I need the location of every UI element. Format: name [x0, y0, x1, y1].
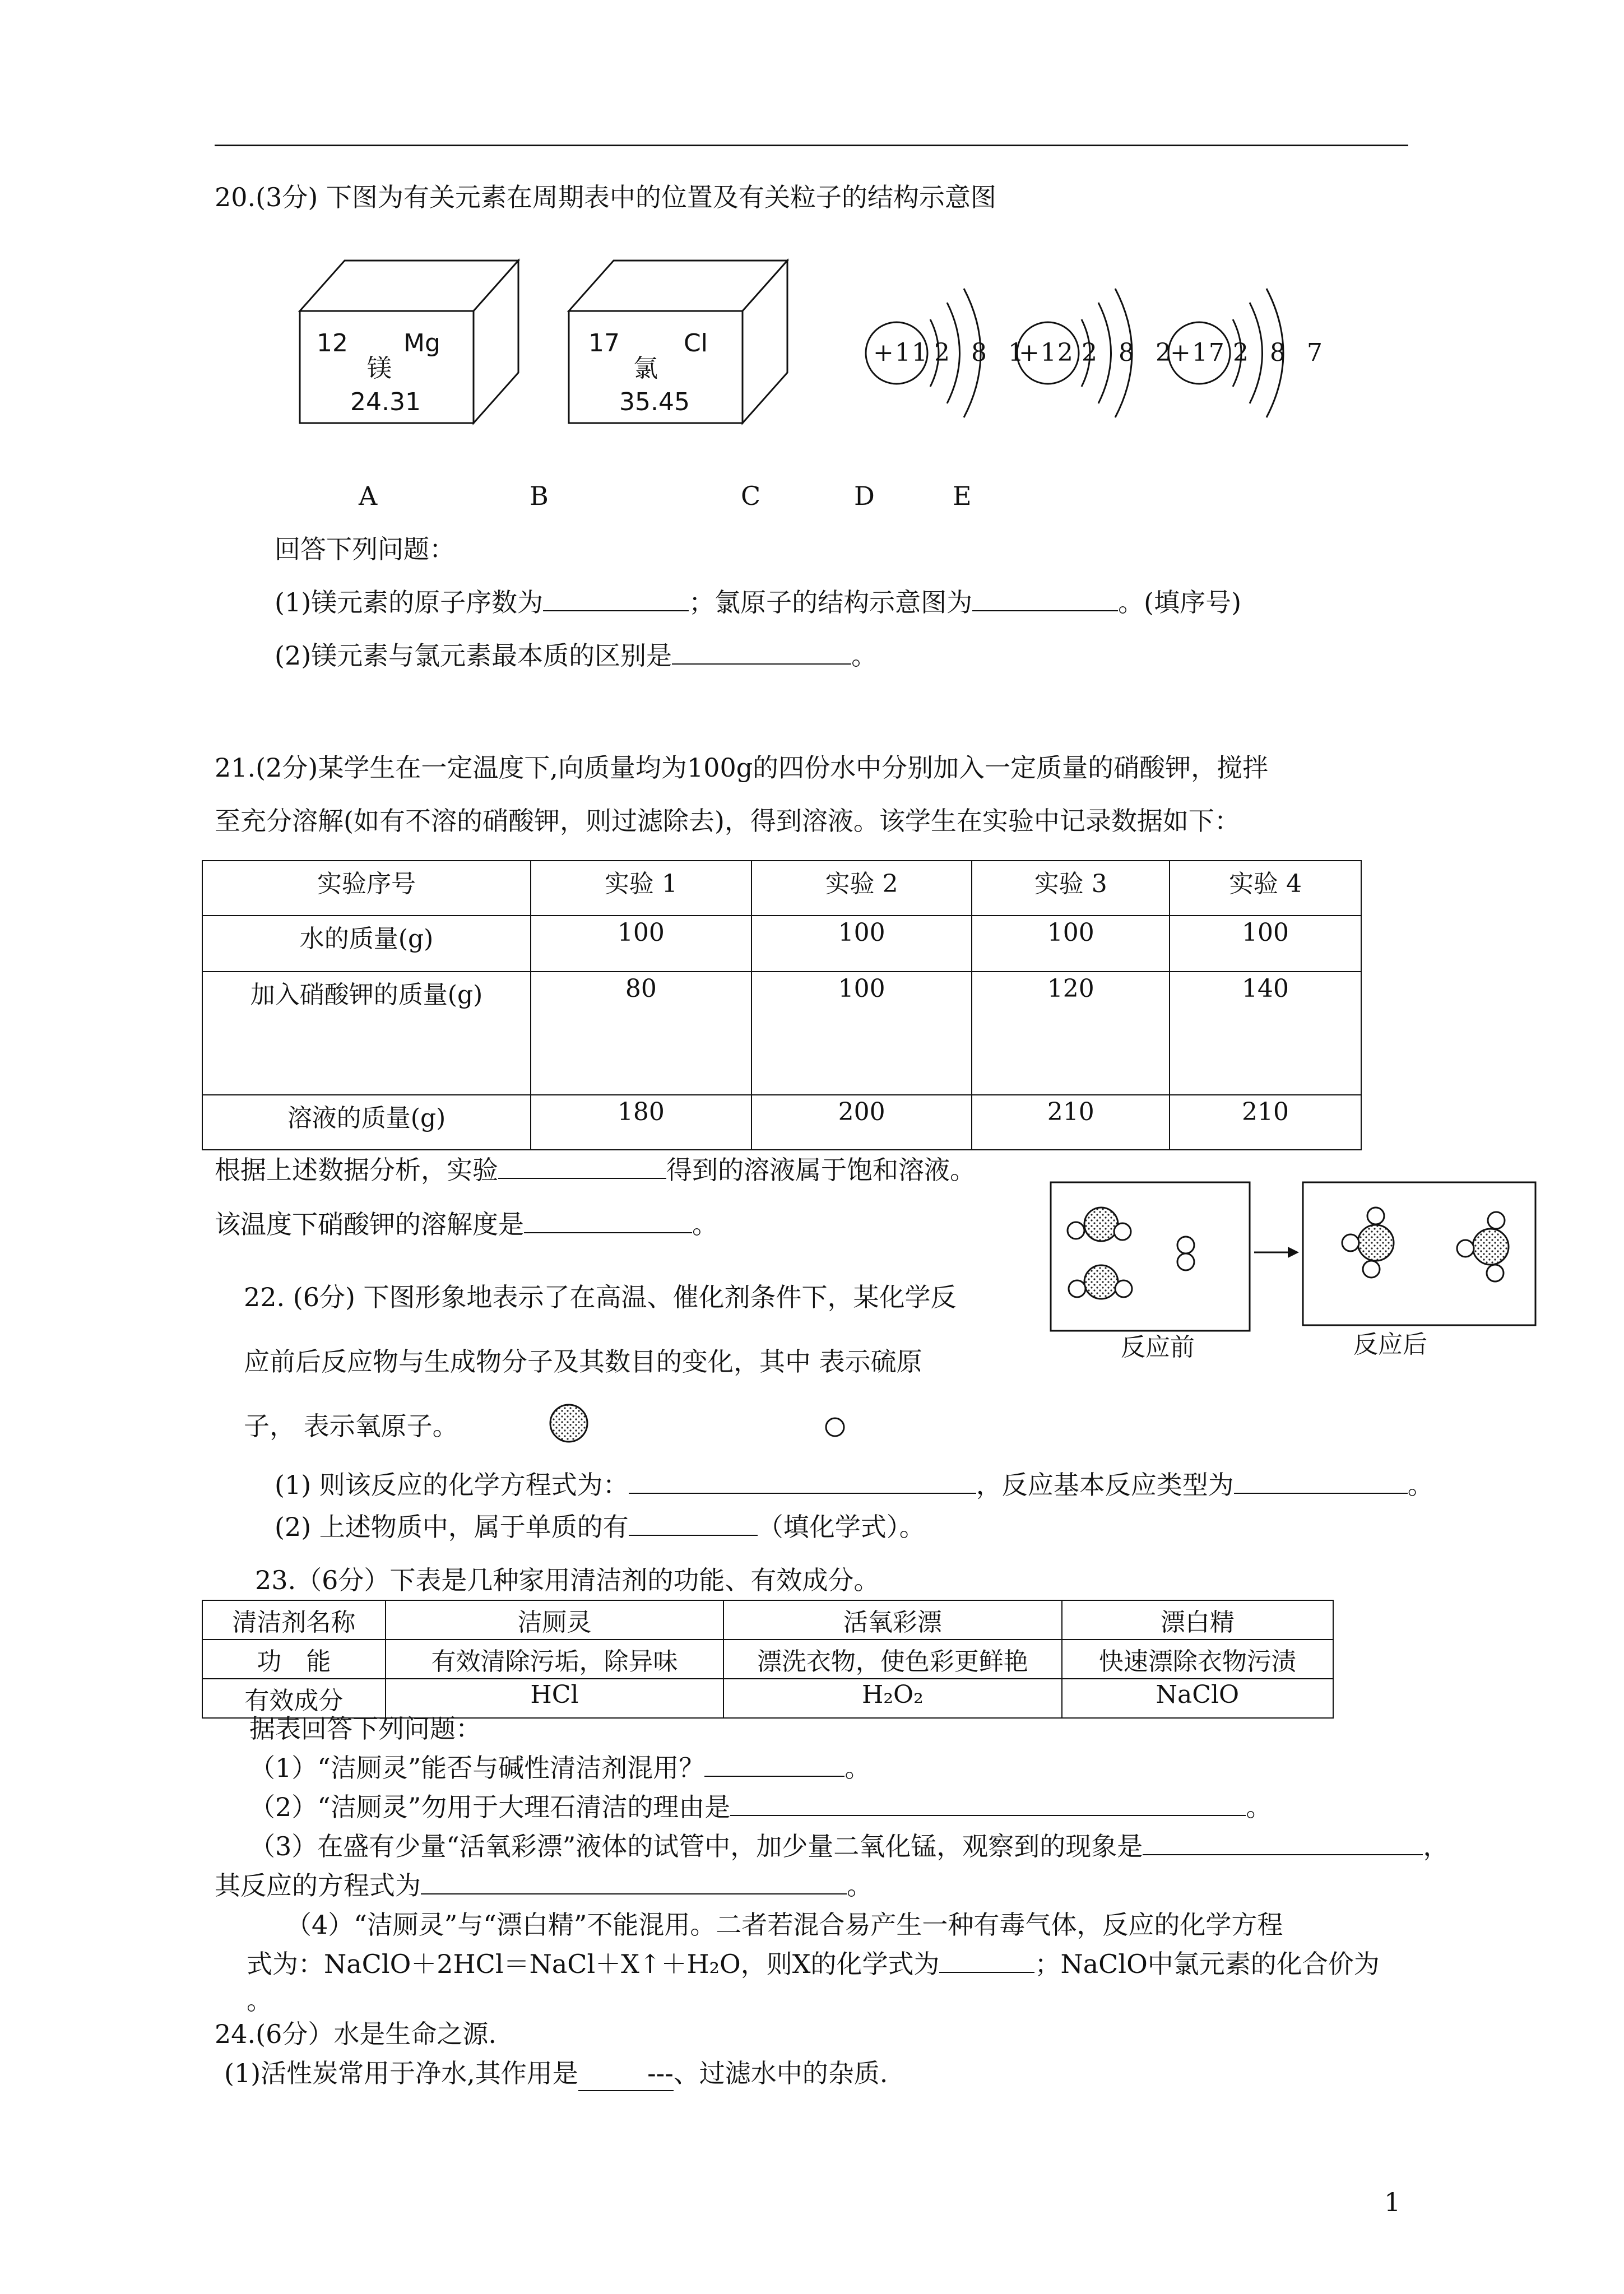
answer-blank-atomic-number[interactable] [543, 586, 689, 611]
q22-sub1-text-b: ，反应基本反应类型为 [976, 1470, 1234, 1500]
box-a-mass: 24.31 [350, 388, 421, 416]
table-cell: 功 能 [202, 1640, 386, 1679]
reaction-diagram [1048, 1177, 1541, 1345]
q20-sub2-text-b: 。 [851, 640, 878, 671]
box-b-mass: 35.45 [619, 388, 690, 416]
q23-s3-text-c: 其反应的方程式为 [215, 1870, 421, 1901]
table-cell: H₂O₂ [723, 1679, 1061, 1718]
table-cell: 210 [1170, 1095, 1361, 1150]
q23-s1-text-b: 。 [845, 1753, 871, 1783]
table-header: 洁厕灵 [386, 1600, 723, 1640]
table-cell: 漂洗衣物，使色彩更鲜艳 [723, 1640, 1061, 1679]
answer-blank-experiment[interactable] [498, 1153, 666, 1179]
q23-s2-text-b: 。 [1246, 1792, 1272, 1822]
q20-sub1-text-a: (1)镁元素的原子序数为 [275, 587, 544, 617]
q23-s2 [249, 1790, 1272, 1824]
q20-title: 20.(3分) 下图为有关元素在周期表中的位置及有关粒子的结构示意图 [215, 182, 996, 212]
table-cell: 100 [972, 916, 1170, 972]
table-cell: 有效成分 [202, 1679, 386, 1718]
oxygen-atom-icon [823, 1415, 847, 1439]
table-row [202, 1095, 1361, 1150]
table-cell: 快速漂除衣物污渍 [1062, 1640, 1333, 1679]
q21-line2: 至充分溶解(如有不溶的硝酸钾，则过滤除去)，得到溶液。该学生在实验中记录数据如下： [215, 806, 1240, 836]
answer-blank-x-formula[interactable] [939, 1947, 1034, 1973]
page-number: 1 [1384, 2187, 1401, 2217]
q23-s4-end: 。 [247, 1985, 272, 2016]
answer-blank-carbon[interactable]: --- [578, 2056, 674, 2091]
q23-s3-text-b: ， [1423, 1831, 1449, 1861]
q20-prompt: 回答下列问题： [275, 534, 455, 564]
table-cell: 140 [1170, 972, 1361, 1095]
q21-after1-text-a: 根据上述数据分析，实验 [215, 1155, 498, 1185]
table-row [202, 916, 1361, 972]
answer-blank-difference[interactable] [672, 639, 851, 665]
table-header: 实验 3 [972, 861, 1170, 916]
box-b-symbol: Cl [684, 329, 708, 357]
q22-line3: 子， 表示氧原子。 [244, 1411, 458, 1441]
table-cell: HCl [386, 1679, 723, 1718]
before-label: 反应前 [1121, 1333, 1195, 1362]
q23-s4-text-b: 式为：NaClO＋2HCl＝NaCl＋X↑＋H₂O，则X的化学式为 [247, 1949, 940, 1979]
table-header: 实验 2 [751, 861, 972, 916]
q20-sub2-text-a: (2)镁元素与氯元素最本质的区别是 [275, 640, 672, 671]
cleaner-table [202, 1600, 1334, 1719]
answer-blank-marble[interactable] [730, 1790, 1246, 1816]
q23-s2-text-a: （2）“洁厕灵”勿用于大理石清洁的理由是 [249, 1792, 731, 1822]
q22-sub2 [275, 1510, 925, 1544]
q24-title: 24.(6分）水是生命之源. [215, 2019, 497, 2049]
table-cell: 100 [1170, 916, 1361, 972]
q24-s1-text-b: 、过滤水中的杂质. [673, 2058, 888, 2088]
q22-line1: 22. (6分) 下图形象地表示了在高温、催化剂条件下，某化学反 [244, 1282, 957, 1312]
atom-e-shells: 2 8 7 [1233, 338, 1329, 367]
box-a-name: 镁 [367, 354, 392, 383]
table-cell: 加入硝酸钾的质量(g) [202, 972, 531, 1095]
label-e: E [953, 481, 972, 511]
q23-s4-line1: （4）“洁厕灵”与“漂白精”不能混用。二者若混合易产生一种有毒气体，反应的化学方程 [286, 1910, 1283, 1940]
table-header: 实验 4 [1170, 861, 1361, 916]
table-cell: 100 [531, 916, 751, 972]
q21-after2-text-b: 。 [692, 1209, 718, 1239]
atom-d-shells: 2 8 2 [1082, 338, 1178, 367]
q21-line1: 21.(2分)某学生在一定温度下,向质量均为100g的四份水中分别加入一定质量的硝酸钾，搅拌 [215, 753, 1269, 783]
q24-s1 [224, 2056, 888, 2091]
answer-blank-reaction-type[interactable] [1234, 1468, 1408, 1494]
table-cell: 120 [972, 972, 1170, 1095]
q22-line2: 应前后反应物与生成物分子及其数目的变化，其中 表示硫原 [244, 1346, 922, 1377]
box-b-number: 17 [588, 329, 620, 357]
q21-after2 [215, 1208, 718, 1241]
q23-s3-text-d: 。 [847, 1870, 873, 1901]
q23-s1-text-a: （1）“洁厕灵”能否与碱性清洁剂混用？ [249, 1753, 705, 1783]
table-cell: 水的质量(g) [202, 916, 531, 972]
box-b-name: 氯 [633, 354, 658, 383]
label-d: D [854, 481, 875, 511]
answer-blank-equation[interactable] [629, 1468, 976, 1494]
q22-sub1-text-a: (1) 则该反应的化学方程式为： [275, 1470, 629, 1500]
table-header: 活氧彩漂 [723, 1600, 1061, 1640]
answer-blank-mix[interactable] [704, 1751, 845, 1777]
q23-title: 23.（6分）下表是几种家用清洁剂的功能、有效成分。 [255, 1565, 880, 1595]
q22-sub1 [275, 1468, 1433, 1502]
table-cell: 100 [751, 972, 972, 1095]
q22-sub2-text-b: （填化学式）。 [757, 1512, 925, 1542]
q23-s4-line2 [247, 1947, 1380, 1981]
table-header: 实验 1 [531, 861, 751, 916]
answer-blank-h2o2-equation[interactable] [421, 1869, 847, 1894]
box-a-number: 12 [317, 329, 348, 357]
table-cell: 溶液的质量(g) [202, 1095, 531, 1150]
box-a-symbol: Mg [403, 329, 440, 357]
q20-sub2 [275, 639, 877, 672]
q21-after1 [215, 1153, 976, 1187]
q23-s1 [249, 1751, 870, 1785]
table-row [202, 1640, 1333, 1679]
q21-after2-text-a: 该温度下硝酸钾的溶解度是 [215, 1209, 524, 1239]
atom-d-nucleus: +12 [1019, 338, 1074, 367]
label-c: C [741, 481, 761, 511]
label-b: B [530, 481, 549, 511]
q23-s4-text-c: ；NaClO中氯元素的化合价为 [1034, 1949, 1380, 1979]
answer-blank-solubility[interactable] [524, 1208, 692, 1233]
sulfur-atom-icon [546, 1401, 591, 1446]
q21-after1-text-b: 得到的溶液属于饱和溶液。 [666, 1155, 976, 1185]
q23-s3-text-a: （3）在盛有少量“活氧彩漂”液体的试管中，加少量二氧化锰，观察到的现象是 [249, 1831, 1143, 1861]
answer-blank-phenomenon[interactable] [1143, 1829, 1423, 1855]
table-cell: 180 [531, 1095, 751, 1150]
q22-sub2-text-a: (2) 上述物质中，属于单质的有 [275, 1512, 629, 1542]
q20-sub1-text-c: 。(填序号) [1118, 587, 1242, 617]
table-cell: 200 [751, 1095, 972, 1150]
q24-s1-text-a: (1)活性炭常用于净水,其作用是 [224, 2058, 578, 2088]
table-header: 漂白精 [1062, 1600, 1333, 1640]
after-label: 反应后 [1353, 1330, 1427, 1359]
q20-sub1-text-b: ；氯原子的结构示意图为 [689, 587, 973, 617]
q22-sub1-text-c: 。 [1407, 1470, 1433, 1500]
q23-s3-equation [215, 1869, 873, 1902]
table-cell: 有效清除污垢，除异味 [386, 1640, 723, 1679]
answer-blank-cl-diagram[interactable] [972, 586, 1118, 611]
header-rule [215, 145, 1408, 146]
table-cell: NaClO [1062, 1679, 1333, 1718]
answer-blank-element[interactable] [629, 1510, 758, 1536]
label-a: A [359, 481, 378, 511]
table-row [202, 972, 1361, 1095]
table-cell: 80 [531, 972, 751, 1095]
atom-e-nucleus: +17 [1170, 338, 1226, 367]
table-header: 清洁剂名称 [202, 1600, 386, 1640]
experiment-table [202, 860, 1362, 1150]
atom-c-nucleus: +11 [873, 338, 929, 367]
q23-s3 [249, 1829, 1449, 1863]
table-cell: 210 [972, 1095, 1170, 1150]
table-cell: 100 [751, 916, 972, 972]
table-header: 实验序号 [202, 861, 531, 916]
q23-prompt: 据表回答下列问题： [249, 1713, 481, 1744]
q20-sub1 [275, 586, 1241, 619]
atom-c-shells: 2 8 1 [934, 338, 1031, 367]
